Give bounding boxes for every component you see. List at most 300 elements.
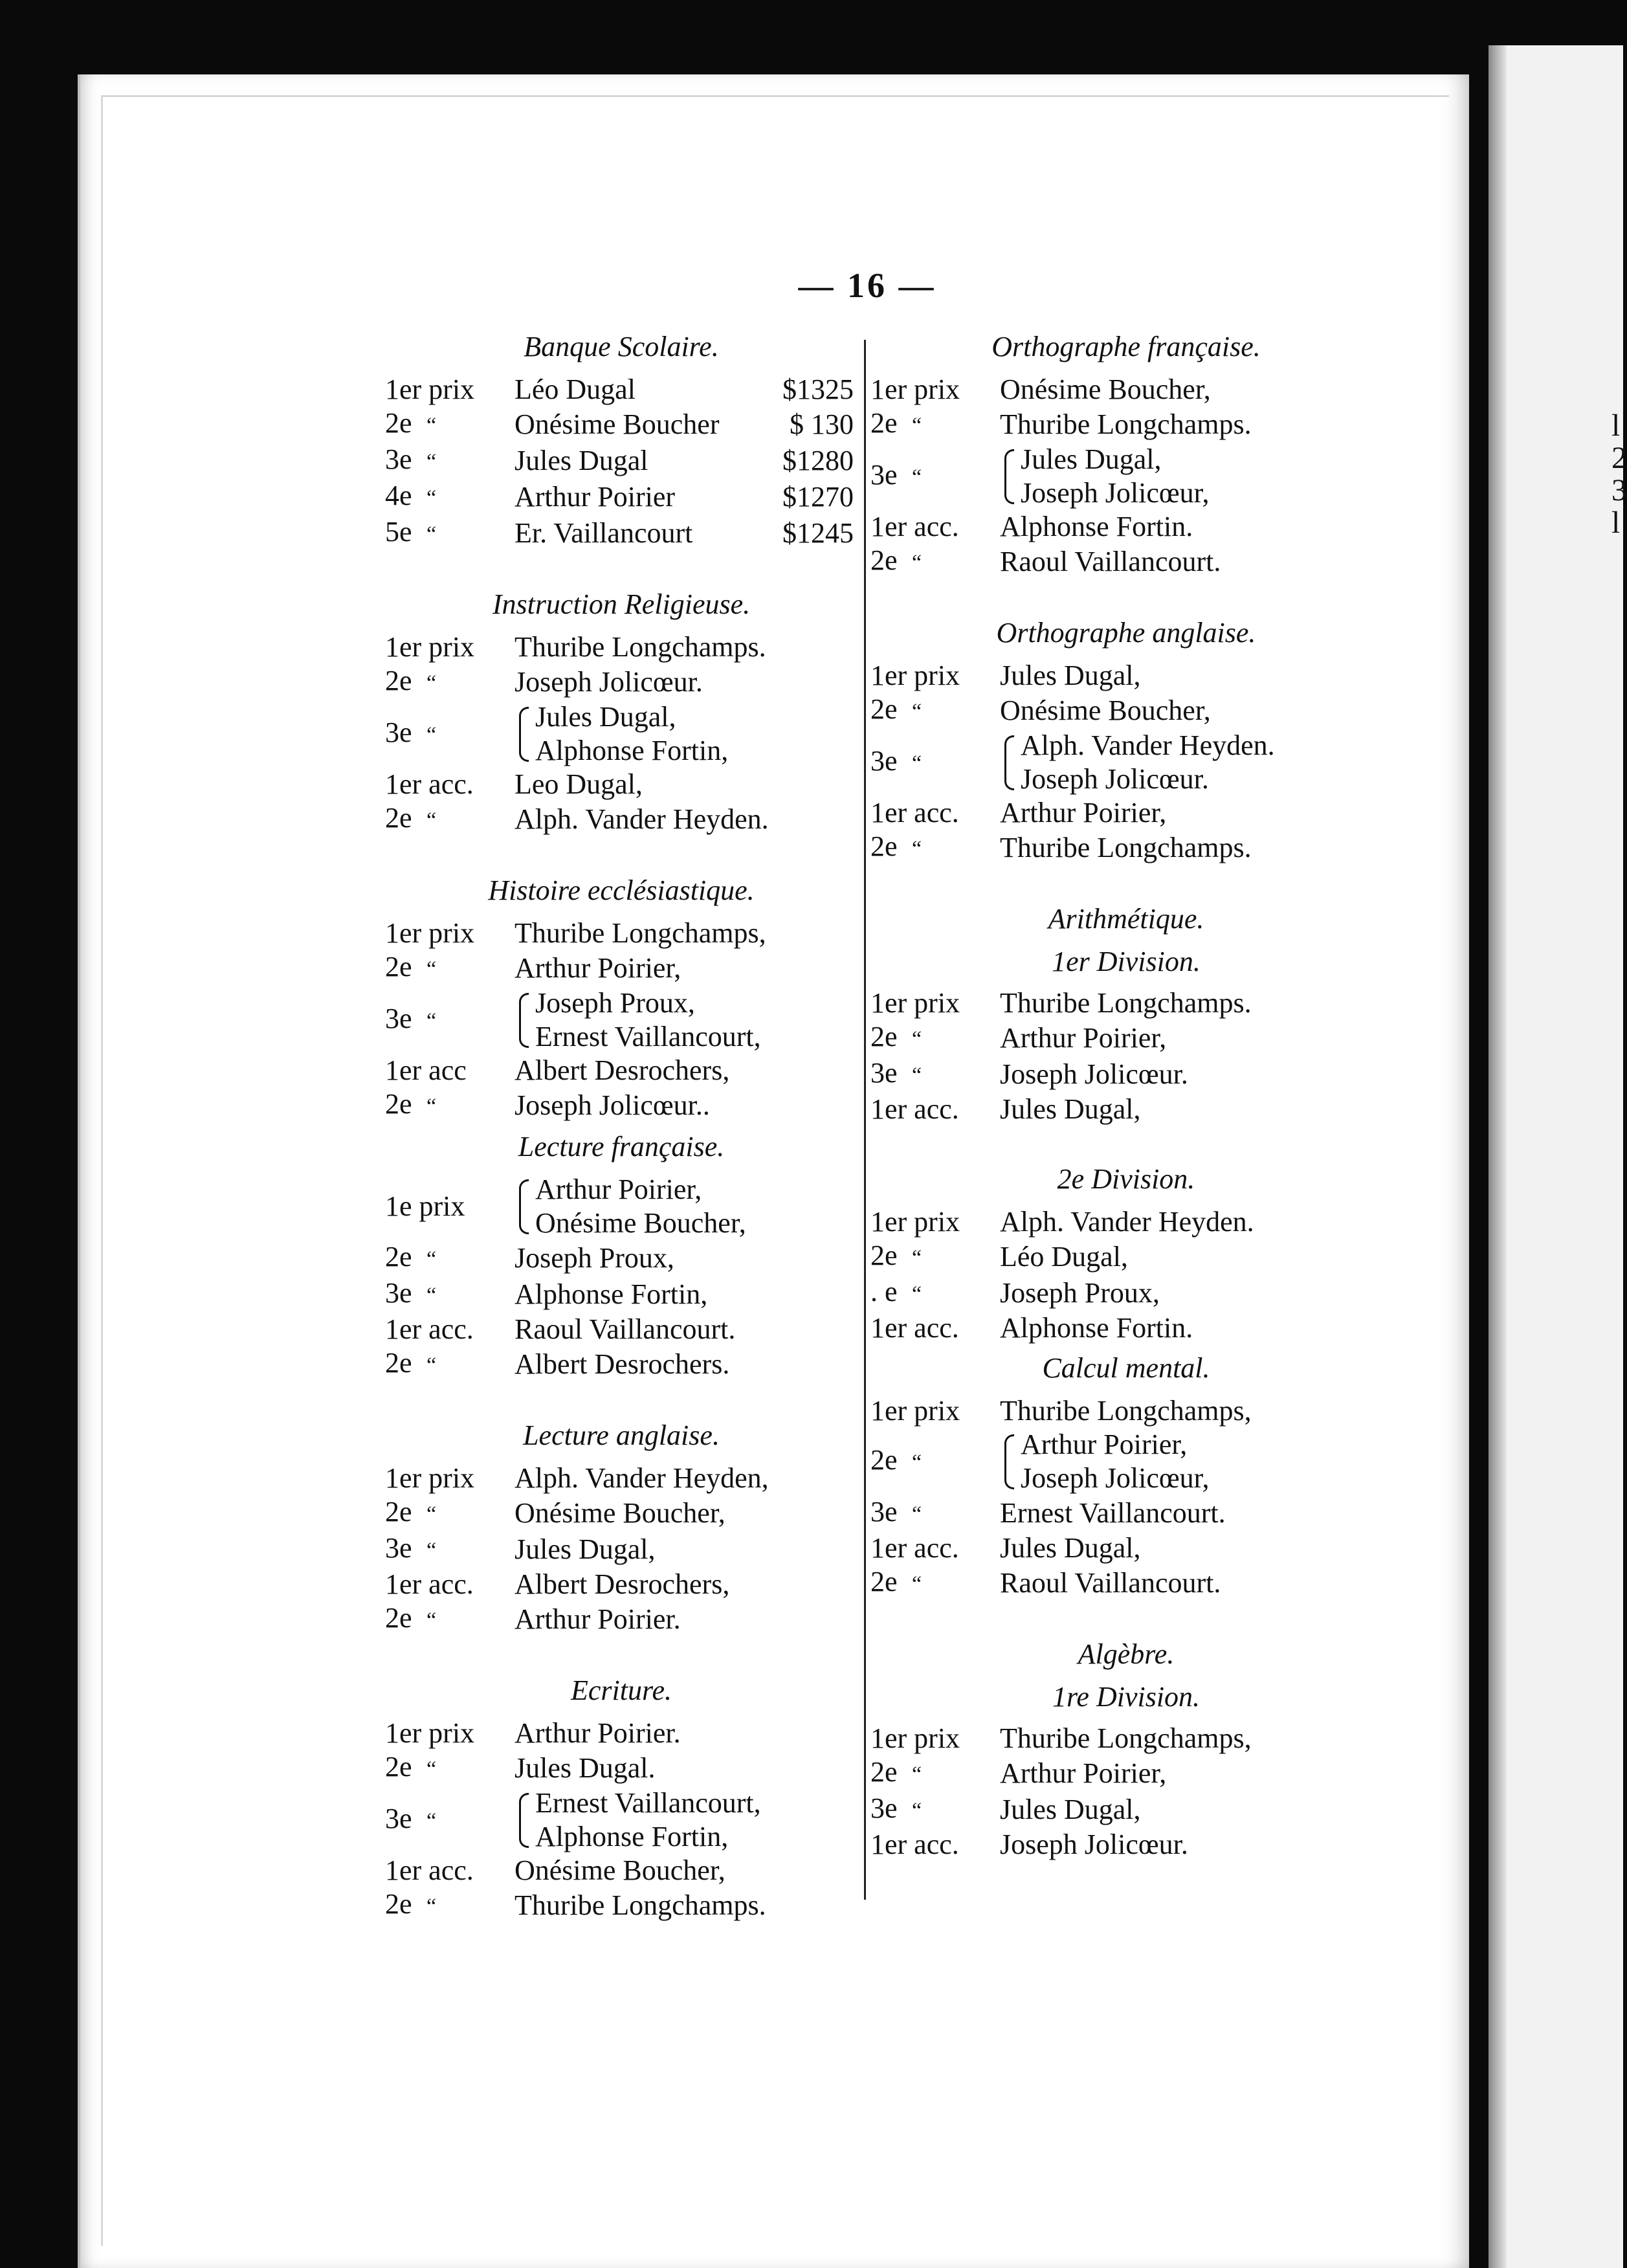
award-row bbox=[870, 659, 1382, 693]
rank-label bbox=[385, 515, 515, 551]
rank-label bbox=[385, 1887, 515, 1924]
rank-text: 3e bbox=[870, 1496, 898, 1528]
award-row bbox=[870, 830, 1382, 866]
rank-text: 2e bbox=[385, 1602, 412, 1634]
tied-winners bbox=[1000, 1428, 1210, 1495]
award-row bbox=[870, 510, 1382, 544]
rank-text: 3e bbox=[385, 1803, 412, 1834]
rank-label bbox=[385, 664, 515, 700]
rank-label bbox=[870, 1394, 1000, 1428]
rank-label bbox=[870, 1755, 1000, 1792]
award-row bbox=[870, 1722, 1382, 1755]
student-name: Er. Vaillancourt bbox=[515, 517, 693, 549]
student-name: Léo Dugal, bbox=[1000, 1241, 1128, 1273]
prize-section bbox=[385, 838, 858, 1124]
ditto-mark: “ bbox=[911, 414, 922, 438]
award-row bbox=[385, 443, 858, 479]
rank-label bbox=[385, 1054, 515, 1087]
award-row bbox=[870, 1056, 1382, 1093]
rank-label bbox=[870, 1828, 1000, 1862]
rank-label bbox=[870, 1239, 1000, 1275]
student-name: Jules Dugal, bbox=[1021, 443, 1162, 475]
ditto-mark: “ bbox=[911, 1246, 922, 1270]
rank-label bbox=[870, 1275, 1000, 1311]
rank-text: 1er acc. bbox=[870, 1312, 959, 1344]
rank-text: 2e bbox=[385, 407, 412, 439]
student-name: Leo Dugal, bbox=[515, 768, 643, 800]
rank-text: 1er acc bbox=[385, 1054, 467, 1086]
student-name: Jules Dugal, bbox=[535, 701, 676, 733]
rank-label bbox=[385, 1717, 515, 1750]
award-row bbox=[385, 801, 858, 838]
rank-text: 1er prix bbox=[385, 1462, 475, 1494]
rank-text: 2e bbox=[870, 1240, 898, 1271]
rank-text: 1er acc. bbox=[870, 1093, 959, 1125]
student-name: Jules Dugal bbox=[515, 445, 648, 476]
student-name: Joseph Jolicœur.. bbox=[515, 1089, 710, 1121]
rank-label bbox=[385, 1854, 515, 1887]
rank-label bbox=[385, 1531, 515, 1568]
facing-page-fragment: l bbox=[1611, 408, 1621, 443]
rank-text: 5e bbox=[385, 516, 412, 548]
student-name: Alph. Vander Heyden. bbox=[515, 803, 769, 835]
section-gap bbox=[870, 580, 1382, 616]
section-title: Instruction Religieuse. bbox=[492, 588, 751, 620]
rank-label bbox=[385, 1462, 515, 1495]
award-row bbox=[870, 443, 1382, 510]
rank-label bbox=[385, 917, 515, 950]
rank-label bbox=[870, 1056, 1000, 1093]
rank-text: 1er prix bbox=[385, 917, 475, 949]
student-name: Léo Dugal bbox=[515, 373, 636, 405]
student-name: Onésime Boucher, bbox=[1000, 373, 1211, 405]
award-row bbox=[385, 1887, 858, 1924]
rank-label bbox=[385, 406, 515, 443]
rank-text: 1er acc. bbox=[870, 1829, 959, 1860]
rank-text: 3e bbox=[385, 1532, 412, 1564]
award-row bbox=[870, 796, 1382, 830]
student-name: Raoul Vaillancourt. bbox=[1000, 1567, 1221, 1599]
ditto-mark: “ bbox=[911, 1027, 922, 1051]
prize-section bbox=[385, 551, 858, 838]
ditto-mark: “ bbox=[911, 1282, 922, 1306]
student-name: Joseph Proux, bbox=[535, 987, 695, 1019]
ditto-mark: “ bbox=[426, 414, 437, 438]
ditto-mark: “ bbox=[426, 486, 437, 510]
ditto-mark: “ bbox=[911, 551, 922, 575]
student-name: Alph. Vander Heyden. bbox=[1000, 1206, 1254, 1238]
ditto-mark: “ bbox=[426, 723, 437, 747]
rank-text: 1er prix bbox=[385, 373, 475, 405]
student-name: Joseph Jolicœur. bbox=[1021, 763, 1209, 795]
brace-icon bbox=[515, 1789, 531, 1851]
prize-section bbox=[870, 1601, 1382, 1862]
rank-text: 2e bbox=[385, 802, 412, 834]
rank-label bbox=[870, 1205, 1000, 1239]
student-name: Joseph Jolicœur, bbox=[1021, 1462, 1210, 1494]
tied-winners bbox=[515, 1173, 746, 1240]
award-row bbox=[385, 1087, 858, 1124]
rank-label bbox=[870, 1443, 1000, 1480]
award-row bbox=[870, 1311, 1382, 1345]
award-row bbox=[870, 1275, 1382, 1311]
rank-label bbox=[385, 1240, 515, 1276]
award-row bbox=[870, 1020, 1382, 1056]
section-gap bbox=[385, 838, 858, 874]
student-name: Onésime Boucher, bbox=[515, 1497, 725, 1529]
section-title: 2e Division. bbox=[1057, 1163, 1195, 1195]
student-name: Arthur Poirier, bbox=[1000, 1022, 1167, 1054]
ditto-mark: “ bbox=[426, 1809, 437, 1833]
section-gap bbox=[870, 866, 1382, 902]
facing-page-fragment: l bbox=[1611, 506, 1621, 540]
rank-text: 2e bbox=[870, 1756, 898, 1788]
rank-text: 3e bbox=[870, 459, 898, 491]
rank-text: 2e bbox=[870, 1444, 898, 1476]
section-gap bbox=[385, 1638, 858, 1674]
ditto-mark: “ bbox=[911, 1502, 922, 1526]
award-row bbox=[385, 1462, 858, 1495]
student-name: Thuribe Longchamps. bbox=[515, 631, 766, 663]
rank-label bbox=[385, 373, 515, 406]
award-row bbox=[385, 664, 858, 700]
student-name: Alph. Vander Heyden. bbox=[1021, 729, 1275, 761]
section-gap bbox=[870, 1601, 1382, 1638]
student-name: Arthur Poirier, bbox=[515, 952, 681, 984]
student-name: Jules Dugal. bbox=[515, 1752, 656, 1784]
student-name: Alphonse Fortin, bbox=[535, 735, 729, 766]
rank-text: 2e bbox=[385, 1088, 412, 1120]
section-title: Calcul mental. bbox=[1042, 1352, 1210, 1384]
section-subtitle: 1re Division. bbox=[1052, 1681, 1201, 1713]
award-row bbox=[870, 544, 1382, 580]
student-name: Albert Desrochers, bbox=[515, 1568, 730, 1600]
facing-page-edge bbox=[1489, 45, 1627, 2268]
rank-label bbox=[870, 1792, 1000, 1828]
student-name: Raoul Vaillancourt. bbox=[1000, 546, 1221, 577]
prize-section bbox=[385, 1130, 858, 1383]
savings-amount: $ 130 bbox=[790, 408, 854, 440]
rank-text: 3e bbox=[385, 1003, 412, 1034]
student-name: Jules Dugal, bbox=[1000, 660, 1141, 691]
rank-text: 1er prix bbox=[870, 373, 960, 405]
rank-text: 2e bbox=[385, 1751, 412, 1783]
rank-text: 1er acc. bbox=[385, 768, 474, 800]
student-name: Alphonse Fortin, bbox=[535, 1821, 729, 1852]
rank-text: 2e bbox=[870, 544, 898, 576]
rank-text: 4e bbox=[385, 480, 412, 511]
rank-label bbox=[385, 1346, 515, 1383]
rank-label bbox=[870, 1311, 1000, 1345]
rank-label bbox=[870, 1093, 1000, 1126]
savings-amount: $1245 bbox=[782, 517, 854, 549]
award-row bbox=[385, 1054, 858, 1087]
ditto-mark: “ bbox=[426, 671, 437, 695]
student-name: Arthur Poirier bbox=[515, 481, 676, 513]
rank-label bbox=[385, 443, 515, 479]
student-name: Onésime Boucher, bbox=[1000, 695, 1211, 726]
student-name: Joseph Proux, bbox=[515, 1242, 674, 1274]
ditto-mark: “ bbox=[426, 957, 437, 981]
prize-section bbox=[385, 1638, 858, 1924]
ditto-mark: “ bbox=[426, 808, 437, 832]
award-row bbox=[385, 630, 858, 664]
column-divider bbox=[864, 340, 866, 1900]
student-name: Alphonse Fortin. bbox=[1000, 1312, 1193, 1344]
rank-label bbox=[385, 1601, 515, 1638]
section-gap bbox=[870, 1126, 1382, 1162]
rank-label bbox=[385, 1495, 515, 1531]
award-row bbox=[870, 986, 1382, 1020]
prize-section bbox=[870, 1351, 1382, 1601]
award-row bbox=[870, 729, 1382, 796]
student-name: Arthur Poirier. bbox=[515, 1603, 681, 1635]
student-name: Raoul Vaillancourt. bbox=[515, 1313, 736, 1345]
tied-winners bbox=[1000, 729, 1275, 796]
ditto-mark: “ bbox=[911, 1451, 922, 1474]
ditto-mark: “ bbox=[426, 1608, 437, 1632]
rank-label bbox=[870, 659, 1000, 693]
award-row bbox=[870, 1428, 1382, 1495]
student-name: Alphonse Fortin. bbox=[1000, 511, 1193, 542]
rank-label bbox=[385, 1568, 515, 1601]
rank-label bbox=[870, 544, 1000, 580]
award-row bbox=[870, 1755, 1382, 1792]
ditto-mark: “ bbox=[911, 1063, 922, 1087]
rank-text: 1er acc. bbox=[870, 1532, 959, 1564]
tied-names bbox=[1021, 443, 1210, 510]
rank-text: 3e bbox=[870, 1792, 898, 1824]
student-name: Thuribe Longchamps, bbox=[1000, 1722, 1252, 1754]
award-row bbox=[870, 1205, 1382, 1239]
rank-text: 2e bbox=[870, 693, 898, 725]
rank-text: 2e bbox=[870, 1566, 898, 1597]
award-row bbox=[870, 406, 1382, 443]
tied-winners bbox=[515, 986, 761, 1054]
rank-text: 1er prix bbox=[870, 1206, 960, 1238]
savings-amount: $1280 bbox=[782, 445, 854, 476]
award-row bbox=[870, 1828, 1382, 1862]
right-column bbox=[870, 330, 1382, 1862]
award-row bbox=[870, 1093, 1382, 1126]
award-row bbox=[385, 986, 858, 1054]
section-gap bbox=[385, 551, 858, 588]
rank-text: 1er prix bbox=[870, 987, 960, 1019]
rank-label bbox=[385, 716, 515, 752]
tied-names bbox=[535, 1786, 761, 1854]
award-row bbox=[870, 1531, 1382, 1565]
student-name: Joseph Jolicœur. bbox=[1000, 1829, 1188, 1860]
rank-text: 2e bbox=[385, 951, 412, 983]
rank-label bbox=[870, 1722, 1000, 1755]
tied-winners bbox=[1000, 443, 1210, 510]
student-name: Onésime Boucher, bbox=[535, 1207, 746, 1239]
section-title: Orthographe anglaise. bbox=[996, 617, 1256, 649]
rank-text: 1er prix bbox=[385, 1717, 475, 1749]
tied-names bbox=[1021, 1428, 1210, 1495]
rank-text: 1er acc. bbox=[870, 511, 959, 542]
award-row bbox=[385, 1531, 858, 1568]
award-row bbox=[385, 700, 858, 768]
ditto-mark: “ bbox=[426, 522, 437, 546]
rank-label bbox=[385, 950, 515, 986]
section-title: Algèbre. bbox=[1078, 1638, 1175, 1670]
award-row bbox=[870, 693, 1382, 729]
tied-names bbox=[535, 1173, 746, 1240]
section-title: Ecriture. bbox=[571, 1674, 672, 1706]
award-row bbox=[385, 917, 858, 950]
student-name: Jules Dugal, bbox=[1000, 1093, 1141, 1125]
rank-label bbox=[385, 801, 515, 838]
award-row bbox=[385, 515, 858, 551]
rank-label bbox=[870, 693, 1000, 729]
brace-icon bbox=[1000, 731, 1017, 794]
rank-label bbox=[870, 1531, 1000, 1565]
rank-text: . e bbox=[870, 1276, 898, 1307]
section-title: Lecture française. bbox=[518, 1131, 725, 1162]
student-name: Onésime Boucher bbox=[515, 408, 720, 440]
rank-label bbox=[870, 458, 1000, 495]
student-name: Ernest Vaillancourt. bbox=[1000, 1497, 1226, 1529]
facing-page-fragment: 2 bbox=[1611, 441, 1627, 475]
brace-icon bbox=[1000, 445, 1017, 507]
rank-text: 2e bbox=[870, 1021, 898, 1052]
award-row bbox=[385, 1854, 858, 1887]
ditto-mark: “ bbox=[911, 1799, 922, 1823]
student-name: Jules Dugal, bbox=[1000, 1794, 1141, 1825]
student-name: Ernest Vaillancourt, bbox=[535, 1787, 761, 1819]
rank-label bbox=[385, 1190, 515, 1223]
rank-text: 1er prix bbox=[870, 1395, 960, 1427]
award-row bbox=[385, 1240, 858, 1276]
rank-text: 1er prix bbox=[870, 660, 960, 691]
rank-text: 1er prix bbox=[385, 631, 475, 663]
rank-label bbox=[385, 1313, 515, 1346]
award-row bbox=[385, 950, 858, 986]
section-gap bbox=[385, 1383, 858, 1419]
section-title: Arithmétique. bbox=[1048, 903, 1204, 935]
page-number: — 16 — bbox=[798, 266, 936, 305]
student-name: Arthur Poirier, bbox=[1021, 1429, 1188, 1460]
award-row bbox=[385, 1786, 858, 1854]
student-name: Arthur Poirier, bbox=[1000, 797, 1167, 828]
prize-section bbox=[385, 1383, 858, 1638]
student-name: Thuribe Longchamps, bbox=[515, 917, 766, 949]
ditto-mark: “ bbox=[911, 700, 922, 724]
rank-text: 1er acc. bbox=[870, 797, 959, 828]
student-name: Albert Desrochers, bbox=[515, 1054, 730, 1086]
ditto-mark: “ bbox=[426, 1353, 437, 1377]
student-name: Joseph Proux, bbox=[1000, 1277, 1160, 1309]
brace-icon bbox=[515, 989, 531, 1051]
tied-names bbox=[535, 700, 728, 768]
rank-text: 3e bbox=[870, 745, 898, 777]
award-row bbox=[385, 1173, 858, 1240]
rank-label bbox=[870, 373, 1000, 406]
award-row bbox=[385, 1313, 858, 1346]
rank-label bbox=[870, 796, 1000, 830]
award-row bbox=[870, 373, 1382, 406]
award-row bbox=[385, 768, 858, 801]
rank-label bbox=[385, 1002, 515, 1038]
student-name: Alph. Vander Heyden, bbox=[515, 1462, 769, 1494]
award-row bbox=[385, 1717, 858, 1750]
prize-section bbox=[870, 330, 1382, 580]
award-row bbox=[870, 1565, 1382, 1601]
rank-label bbox=[385, 1276, 515, 1313]
award-row bbox=[385, 1568, 858, 1601]
rank-text: 1er acc. bbox=[385, 1313, 474, 1345]
rank-text: 3e bbox=[385, 1277, 412, 1309]
ditto-mark: “ bbox=[911, 837, 922, 861]
rank-label bbox=[385, 1802, 515, 1838]
ditto-mark: “ bbox=[426, 1247, 437, 1271]
section-subtitle: 1er Division. bbox=[1052, 946, 1201, 977]
award-row bbox=[385, 1346, 858, 1383]
student-name: Thuribe Longchamps. bbox=[1000, 832, 1252, 863]
award-row bbox=[385, 1495, 858, 1531]
rank-text: 2e bbox=[385, 1888, 412, 1920]
student-name: Onésime Boucher, bbox=[515, 1854, 725, 1886]
ditto-mark: “ bbox=[426, 1284, 437, 1307]
rank-text: 2e bbox=[385, 665, 412, 696]
section-title: Histoire ecclésiastique. bbox=[488, 874, 755, 906]
student-name: Ernest Vaillancourt, bbox=[535, 1021, 761, 1052]
award-row bbox=[385, 1276, 858, 1313]
award-row bbox=[870, 1394, 1382, 1428]
student-name: Joseph Jolicœur. bbox=[515, 666, 703, 698]
rank-text: 2e bbox=[870, 407, 898, 439]
brace-icon bbox=[515, 1175, 531, 1238]
student-name: Joseph Jolicœur, bbox=[1021, 477, 1210, 509]
rank-text: 2e bbox=[385, 1347, 412, 1379]
section-title: Orthographe française. bbox=[991, 331, 1261, 362]
rank-label bbox=[870, 1565, 1000, 1601]
rank-label bbox=[870, 744, 1000, 781]
ditto-mark: “ bbox=[911, 751, 922, 775]
award-row bbox=[870, 1239, 1382, 1275]
student-name: Arthur Poirier. bbox=[515, 1717, 681, 1749]
ditto-mark: “ bbox=[426, 1539, 437, 1562]
ditto-mark: “ bbox=[426, 1095, 437, 1118]
rank-text: 3e bbox=[870, 1057, 898, 1089]
rank-text: 1e prix bbox=[385, 1190, 465, 1222]
brace-icon bbox=[515, 703, 531, 765]
rank-label bbox=[385, 1750, 515, 1786]
ditto-mark: “ bbox=[911, 465, 922, 489]
rank-label bbox=[870, 406, 1000, 443]
savings-amount: $1325 bbox=[782, 373, 854, 405]
prize-section bbox=[870, 580, 1382, 866]
ditto-mark: “ bbox=[426, 1009, 437, 1033]
student-name: Thuribe Longchamps. bbox=[1000, 408, 1252, 440]
prize-section bbox=[870, 1126, 1382, 1345]
student-name: Thuribe Longchamps. bbox=[1000, 987, 1252, 1019]
rank-label bbox=[385, 768, 515, 801]
rank-label bbox=[385, 630, 515, 664]
tied-winners bbox=[515, 700, 728, 768]
student-name: Alphonse Fortin, bbox=[515, 1278, 708, 1310]
brace-icon bbox=[1000, 1430, 1017, 1493]
award-row bbox=[870, 1495, 1382, 1531]
student-name: Arthur Poirier, bbox=[535, 1173, 702, 1205]
tied-names bbox=[1021, 729, 1275, 796]
prize-section bbox=[870, 866, 1382, 1126]
rank-label bbox=[385, 479, 515, 515]
savings-amount: $1270 bbox=[782, 481, 854, 513]
facing-page-shadow bbox=[1489, 45, 1507, 2268]
student-name: Jules Dugal, bbox=[515, 1533, 656, 1565]
